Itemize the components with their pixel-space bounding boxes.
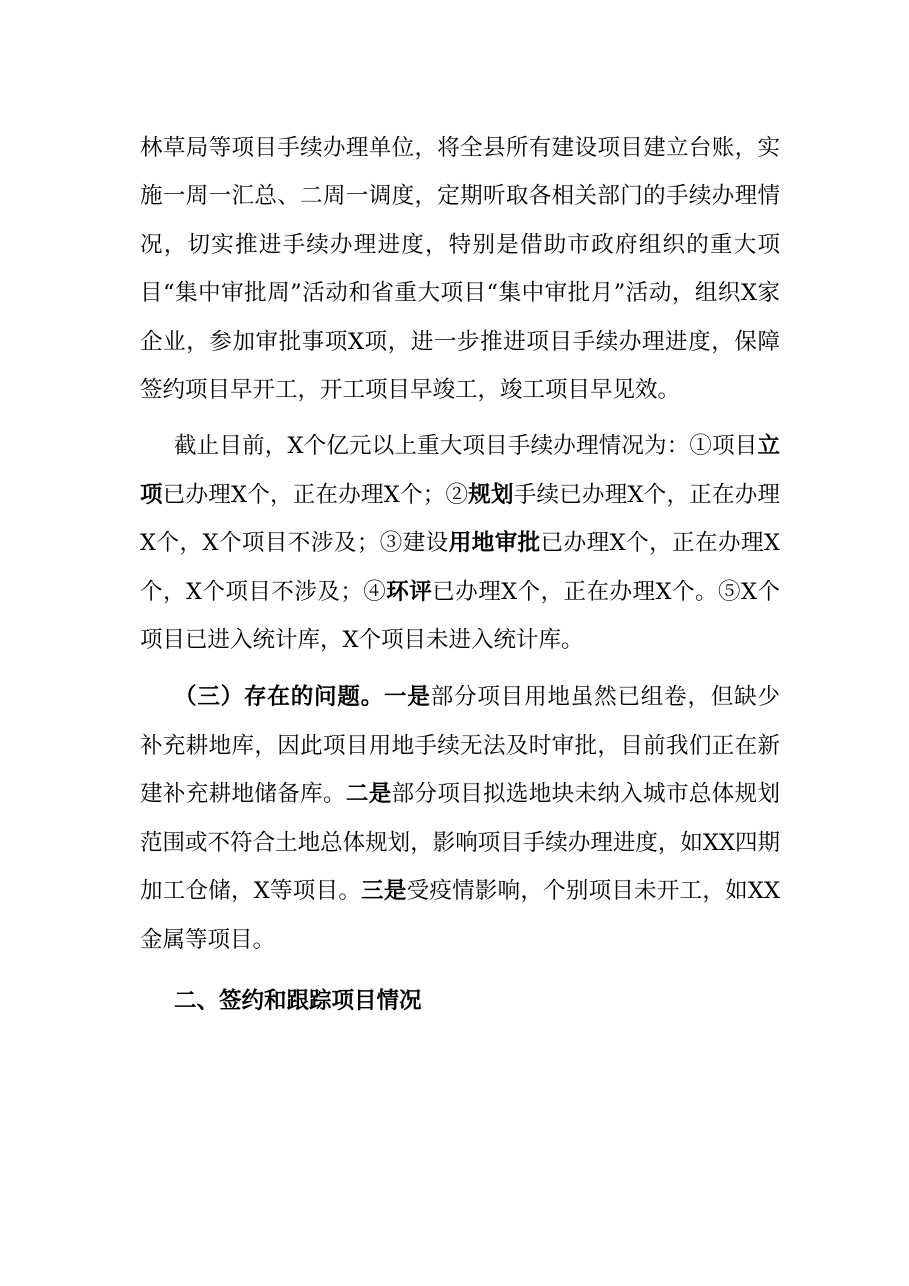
paragraph-procedures: 林草局等项目手续办理单位，将全县所有建设项目建立台账，实施一周一汇总、二周一调度，定期听取各相关部门的手续办理情况，切实推进手续办理进度，特别是借助市政府组织的重大项目“集中审批周”活动和省重大项目“集中审批月”活动，组织X家企业，参加审批事项X项，进一步推进项目手续办理进度，保障签约项目早开工，开工项目早竣工，竣工项目早见效。 [140,135,780,404]
text-run: 受疫情影响，个别项目未开工，如XX金属等项目。 [140,878,780,953]
text-run: 已办理X个，正在办理X个，X个项目不涉及；④ [140,530,780,605]
bold-term-planning: 规划 [468,481,514,508]
text-run: 截止目前，X个亿元以上重大项目手续办理情况为：①项目 [174,433,758,460]
section-label-problems: （三）存在的问题。一是 [174,684,431,711]
text-run: 已办理X个，正在办理X个。⑤X个项目已进入统计库，X个项目未进入统计库。 [140,578,780,654]
section-heading: 二、签约和跟踪项目情况 [174,987,422,1014]
text-run: 部分项目用地虽然已组卷，但缺少补充耕地库，因此项目用地手续无法及时审批，目前我们正在新建补充耕地储备库。 [140,684,780,808]
bold-term-eia: 环评 [386,578,433,605]
bold-term-approval: 立项 [140,433,780,508]
document-page [140,124,780,1025]
bold-term-land-approval: 用地审批 [448,530,541,557]
bold-label-third: 三是 [361,878,407,905]
text-run: 手续已办理X个，正在办理X个，X个项目不涉及；③建设 [140,481,780,557]
paragraph-existing-problems [140,673,780,963]
bold-label-second: 二是 [345,781,392,808]
text-run: 部分项目拟选地块未纳入城市总体规划范围或不符合土地总体规划，影响项目手续办理进度，如XX四期加工仓储，X等项目。 [140,781,780,905]
paragraph-progress-status [140,422,780,664]
text-run: 已办理X个，正在办理X个；② [162,481,469,508]
